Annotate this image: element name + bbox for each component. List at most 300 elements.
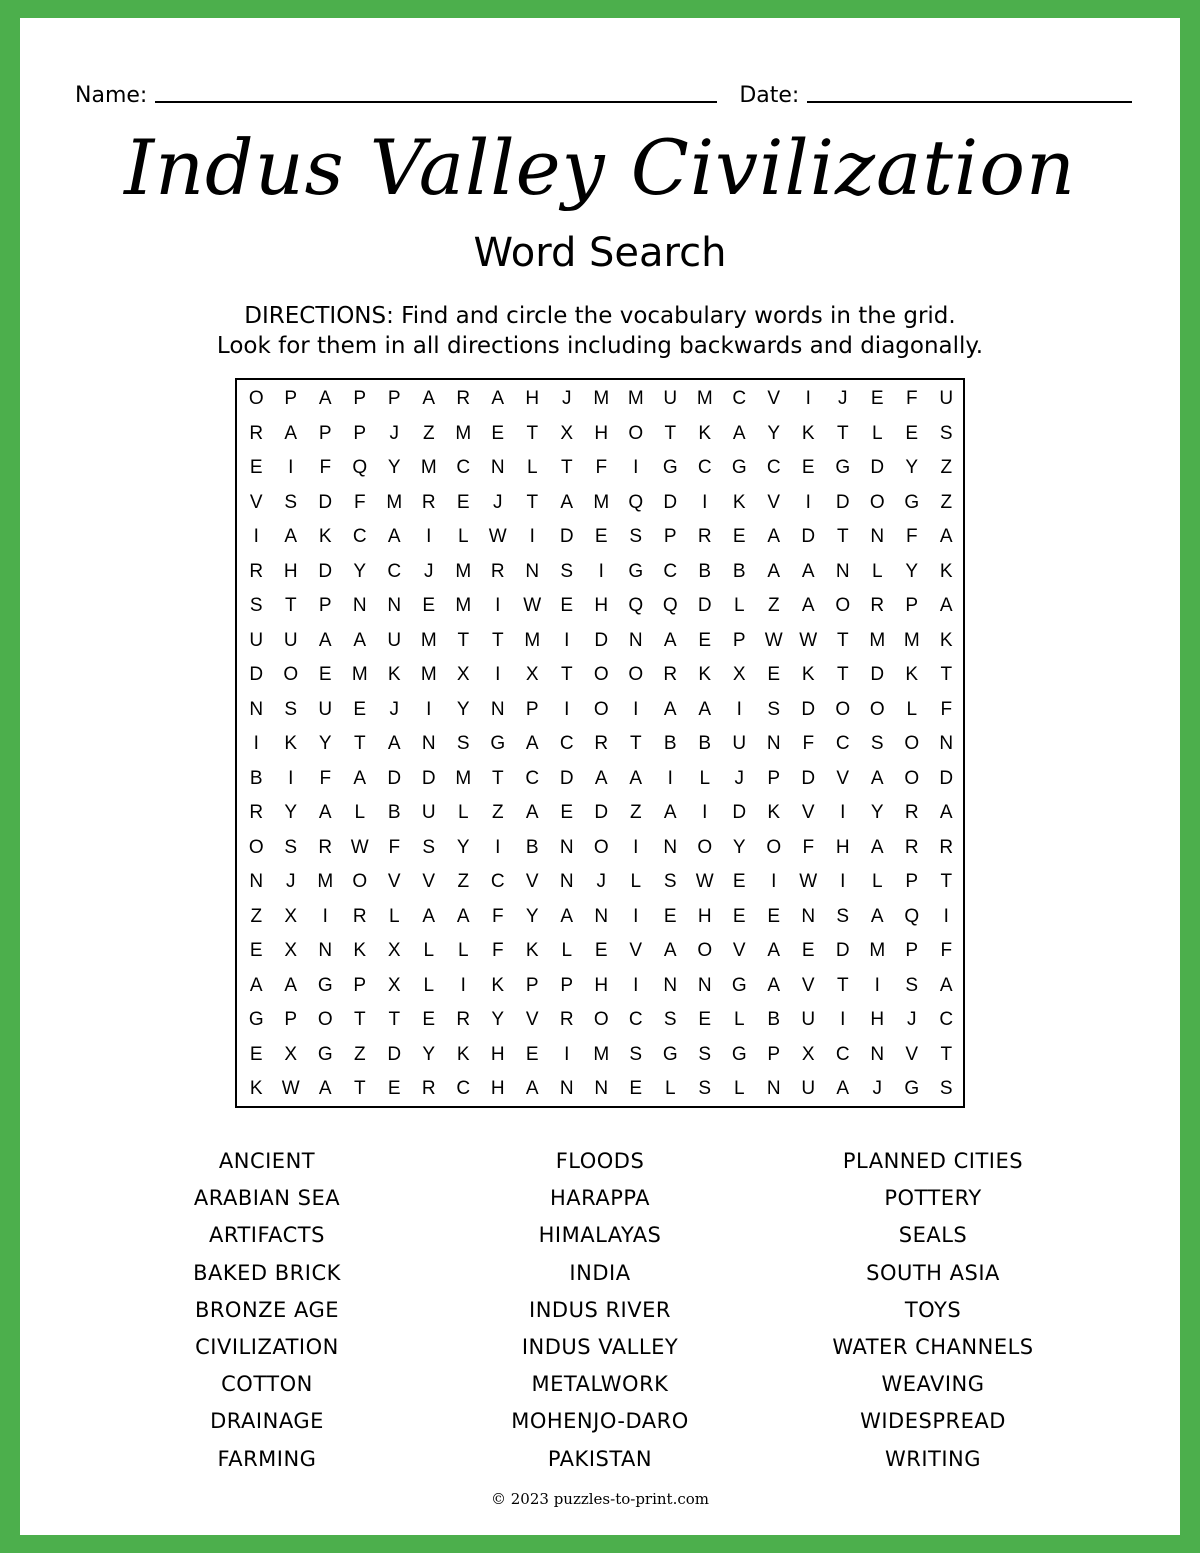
grid-letter[interactable]: Z <box>940 457 953 479</box>
grid-letter[interactable]: Z <box>457 871 470 893</box>
grid-letter[interactable]: E <box>732 905 746 927</box>
grid-letter[interactable]: R <box>249 802 264 824</box>
grid-letter[interactable]: Z <box>353 1043 366 1065</box>
grid-letter[interactable]: V <box>801 974 815 996</box>
grid-letter[interactable]: T <box>491 629 504 651</box>
grid-letter[interactable]: I <box>633 457 639 479</box>
grid-letter[interactable]: D <box>732 802 747 824</box>
grid-letter[interactable]: I <box>495 836 501 858</box>
grid-letter[interactable]: R <box>697 526 712 548</box>
grid-letter[interactable]: E <box>594 526 608 548</box>
grid-letter[interactable]: I <box>322 905 328 927</box>
grid-letter[interactable]: T <box>560 664 573 686</box>
grid-letter[interactable]: N <box>559 836 574 858</box>
grid-letter[interactable]: K <box>284 733 298 755</box>
grid-letter[interactable]: T <box>526 491 539 513</box>
grid-letter[interactable]: L <box>733 1009 745 1031</box>
grid-letter[interactable]: S <box>836 905 850 927</box>
grid-letter[interactable]: A <box>422 905 436 927</box>
grid-letter[interactable]: I <box>564 629 570 651</box>
grid-letter[interactable]: G <box>317 1043 333 1065</box>
grid-letter[interactable]: B <box>663 733 677 755</box>
grid-letter[interactable]: F <box>802 836 815 858</box>
grid-letter[interactable]: R <box>352 905 367 927</box>
grid-letter[interactable]: U <box>283 629 298 651</box>
grid-letter[interactable]: Z <box>629 802 642 824</box>
grid-letter[interactable]: U <box>318 698 333 720</box>
grid-letter[interactable]: U <box>939 388 954 410</box>
grid-letter[interactable]: A <box>525 1078 539 1100</box>
grid-letter[interactable]: P <box>767 1043 781 1065</box>
grid-letter[interactable]: F <box>491 940 504 962</box>
grid-letter[interactable]: A <box>318 629 332 651</box>
grid-letter[interactable]: D <box>939 767 954 789</box>
grid-letter[interactable]: I <box>633 974 639 996</box>
grid-letter[interactable]: L <box>733 1078 745 1100</box>
grid-letter[interactable]: X <box>387 940 401 962</box>
grid-letter[interactable]: A <box>801 560 815 582</box>
grid-letter[interactable]: M <box>420 629 437 651</box>
grid-letter[interactable]: T <box>353 1009 366 1031</box>
grid-letter[interactable]: E <box>422 595 436 617</box>
grid-letter[interactable]: N <box>421 733 436 755</box>
grid-letter[interactable]: P <box>284 1009 298 1031</box>
grid-letter[interactable]: I <box>495 595 501 617</box>
grid-letter[interactable]: D <box>594 629 609 651</box>
grid-letter[interactable]: M <box>593 388 610 410</box>
grid-letter[interactable]: J <box>389 698 399 720</box>
grid-letter[interactable]: X <box>560 422 574 444</box>
grid-letter[interactable]: E <box>801 457 815 479</box>
grid-letter[interactable]: U <box>387 629 402 651</box>
grid-letter[interactable]: D <box>663 491 678 513</box>
grid-letter[interactable]: N <box>525 560 540 582</box>
grid-letter[interactable]: N <box>594 1078 609 1100</box>
grid-letter[interactable]: H <box>283 560 298 582</box>
grid-letter[interactable]: S <box>249 595 263 617</box>
grid-letter[interactable]: G <box>731 1043 747 1065</box>
grid-letter[interactable]: O <box>697 836 713 858</box>
grid-letter[interactable]: O <box>697 940 713 962</box>
grid-letter[interactable]: W <box>799 871 818 893</box>
grid-letter[interactable]: C <box>835 1043 850 1065</box>
grid-letter[interactable]: O <box>248 388 264 410</box>
grid-letter[interactable]: K <box>801 664 815 686</box>
grid-letter[interactable]: O <box>593 1009 609 1031</box>
grid-letter[interactable]: E <box>870 388 884 410</box>
grid-letter[interactable]: M <box>455 422 472 444</box>
grid-letter[interactable]: S <box>870 733 884 755</box>
grid-letter[interactable]: I <box>564 698 570 720</box>
grid-letter[interactable]: N <box>801 905 816 927</box>
grid-letter[interactable]: T <box>836 974 849 996</box>
grid-letter[interactable]: E <box>594 940 608 962</box>
grid-letter[interactable]: T <box>940 1043 953 1065</box>
grid-letter[interactable]: E <box>629 1078 643 1100</box>
grid-letter[interactable]: B <box>732 560 746 582</box>
grid-letter[interactable]: U <box>249 629 264 651</box>
grid-letter[interactable]: K <box>905 664 919 686</box>
grid-letter[interactable]: A <box>870 836 884 858</box>
grid-letter[interactable]: O <box>869 491 885 513</box>
grid-letter[interactable]: N <box>594 905 609 927</box>
grid-letter[interactable]: N <box>559 1078 574 1100</box>
grid-letter[interactable]: A <box>353 629 367 651</box>
grid-letter[interactable]: N <box>663 836 678 858</box>
grid-letter[interactable]: W <box>764 629 783 651</box>
grid-letter[interactable]: I <box>943 905 949 927</box>
grid-letter[interactable]: H <box>490 1078 505 1100</box>
grid-letter[interactable]: K <box>801 422 815 444</box>
grid-letter[interactable]: E <box>767 664 781 686</box>
grid-letter[interactable]: I <box>633 698 639 720</box>
grid-letter[interactable]: I <box>598 560 604 582</box>
grid-letter[interactable]: W <box>695 871 714 893</box>
grid-letter[interactable]: I <box>736 698 742 720</box>
grid-letter[interactable]: P <box>905 871 919 893</box>
grid-letter[interactable]: A <box>663 629 677 651</box>
grid-letter[interactable]: R <box>456 1009 471 1031</box>
grid-letter[interactable]: E <box>387 1078 401 1100</box>
grid-letter[interactable]: F <box>940 940 953 962</box>
grid-letter[interactable]: X <box>525 664 539 686</box>
grid-letter[interactable]: D <box>559 526 574 548</box>
grid-letter[interactable]: R <box>318 836 333 858</box>
grid-letter[interactable]: O <box>283 664 299 686</box>
grid-letter[interactable]: G <box>904 1078 920 1100</box>
grid-letter[interactable]: H <box>490 1043 505 1065</box>
grid-letter[interactable]: T <box>353 1078 366 1100</box>
grid-letter[interactable]: K <box>318 526 332 548</box>
grid-letter[interactable]: B <box>387 802 401 824</box>
grid-letter[interactable]: L <box>423 974 435 996</box>
grid-letter[interactable]: V <box>525 1009 539 1031</box>
grid-letter[interactable]: P <box>732 629 746 651</box>
grid-letter[interactable]: A <box>663 940 677 962</box>
grid-letter[interactable]: H <box>525 388 540 410</box>
grid-letter[interactable]: J <box>734 767 744 789</box>
grid-letter[interactable]: O <box>628 422 644 444</box>
grid-letter[interactable]: E <box>560 802 574 824</box>
grid-letter[interactable]: Y <box>905 560 919 582</box>
grid-letter[interactable]: Y <box>767 422 781 444</box>
grid-letter[interactable]: S <box>939 1078 953 1100</box>
grid-letter[interactable]: A <box>422 388 436 410</box>
grid-letter[interactable]: N <box>249 871 264 893</box>
grid-letter[interactable]: V <box>422 871 436 893</box>
grid-letter[interactable]: V <box>905 1043 919 1065</box>
grid-letter[interactable]: A <box>870 767 884 789</box>
grid-letter[interactable]: M <box>317 871 334 893</box>
grid-letter[interactable]: J <box>286 871 296 893</box>
grid-letter[interactable]: M <box>351 664 368 686</box>
grid-letter[interactable]: M <box>524 629 541 651</box>
grid-letter[interactable]: V <box>249 491 263 513</box>
grid-letter[interactable]: F <box>905 526 918 548</box>
grid-letter[interactable]: H <box>697 905 712 927</box>
grid-letter[interactable]: A <box>836 1078 850 1100</box>
grid-letter[interactable]: T <box>836 422 849 444</box>
grid-letter[interactable]: C <box>766 457 781 479</box>
grid-letter[interactable]: A <box>318 802 332 824</box>
grid-letter[interactable]: P <box>284 388 298 410</box>
grid-letter[interactable]: T <box>836 629 849 651</box>
grid-letter[interactable]: O <box>904 767 920 789</box>
grid-letter[interactable]: N <box>352 595 367 617</box>
grid-letter[interactable]: P <box>663 526 677 548</box>
grid-letter[interactable]: D <box>835 491 850 513</box>
grid-letter[interactable]: Y <box>525 905 539 927</box>
grid-letter[interactable]: I <box>564 1043 570 1065</box>
grid-letter[interactable]: N <box>939 733 954 755</box>
grid-letter[interactable]: H <box>594 422 609 444</box>
grid-letter[interactable]: T <box>353 733 366 755</box>
grid-letter[interactable]: N <box>835 560 850 582</box>
grid-letter[interactable]: O <box>766 836 782 858</box>
grid-letter[interactable]: L <box>354 802 366 824</box>
grid-letter[interactable]: Z <box>250 905 263 927</box>
grid-letter[interactable]: A <box>629 767 643 789</box>
grid-letter[interactable]: J <box>907 1009 917 1031</box>
grid-letter[interactable]: M <box>420 457 437 479</box>
grid-letter[interactable]: F <box>802 733 815 755</box>
grid-letter[interactable]: G <box>904 491 920 513</box>
grid-letter[interactable]: C <box>456 1078 471 1100</box>
grid-letter[interactable]: C <box>628 1009 643 1031</box>
grid-letter[interactable]: R <box>663 664 678 686</box>
grid-letter[interactable]: A <box>525 802 539 824</box>
grid-letter[interactable]: X <box>732 664 746 686</box>
grid-letter[interactable]: C <box>387 560 402 582</box>
grid-letter[interactable]: S <box>939 422 953 444</box>
grid-letter[interactable]: Q <box>628 595 644 617</box>
grid-letter[interactable]: X <box>284 940 298 962</box>
grid-letter[interactable]: K <box>939 629 953 651</box>
grid-letter[interactable]: B <box>698 560 712 582</box>
grid-letter[interactable]: S <box>560 560 574 582</box>
grid-letter[interactable]: S <box>905 974 919 996</box>
grid-letter[interactable]: V <box>801 802 815 824</box>
grid-letter[interactable]: E <box>353 698 367 720</box>
grid-letter[interactable]: Z <box>422 422 435 444</box>
grid-letter[interactable]: G <box>490 733 506 755</box>
grid-letter[interactable]: P <box>525 974 539 996</box>
grid-letter[interactable]: A <box>767 974 781 996</box>
grid-letter[interactable]: A <box>767 526 781 548</box>
grid-letter[interactable]: Z <box>491 802 504 824</box>
grid-letter[interactable]: K <box>939 560 953 582</box>
grid-letter[interactable]: O <box>835 595 851 617</box>
grid-letter[interactable]: R <box>559 1009 574 1031</box>
grid-letter[interactable]: M <box>455 595 472 617</box>
grid-letter[interactable]: E <box>422 1009 436 1031</box>
grid-letter[interactable]: M <box>593 491 610 513</box>
grid-letter[interactable]: M <box>869 629 886 651</box>
grid-letter[interactable]: E <box>525 1043 539 1065</box>
grid-letter[interactable]: F <box>595 457 608 479</box>
grid-letter[interactable]: W <box>281 1078 300 1100</box>
grid-letter[interactable]: O <box>593 836 609 858</box>
grid-letter[interactable]: I <box>771 871 777 893</box>
grid-letter[interactable]: Y <box>905 457 919 479</box>
grid-letter[interactable]: P <box>560 974 574 996</box>
grid-letter[interactable]: S <box>284 836 298 858</box>
grid-letter[interactable]: I <box>840 802 846 824</box>
grid-letter[interactable]: P <box>905 595 919 617</box>
grid-letter[interactable]: D <box>801 526 816 548</box>
grid-letter[interactable]: T <box>491 767 504 789</box>
grid-letter[interactable]: S <box>284 491 298 513</box>
grid-letter[interactable]: U <box>421 802 436 824</box>
grid-letter[interactable]: E <box>249 940 263 962</box>
grid-letter[interactable]: O <box>593 698 609 720</box>
grid-letter[interactable]: L <box>871 871 883 893</box>
grid-letter[interactable]: K <box>525 940 539 962</box>
grid-letter[interactable]: G <box>662 1043 678 1065</box>
grid-letter[interactable]: A <box>284 974 298 996</box>
grid-letter[interactable]: K <box>456 1043 470 1065</box>
grid-letter[interactable]: O <box>904 733 920 755</box>
grid-letter[interactable]: Q <box>904 905 920 927</box>
grid-letter[interactable]: Y <box>456 698 470 720</box>
grid-letter[interactable]: R <box>249 422 264 444</box>
grid-letter[interactable]: T <box>284 595 297 617</box>
grid-letter[interactable]: G <box>662 457 678 479</box>
grid-letter[interactable]: I <box>633 905 639 927</box>
grid-letter[interactable]: I <box>426 526 432 548</box>
grid-letter[interactable]: E <box>249 457 263 479</box>
grid-letter[interactable]: D <box>835 940 850 962</box>
grid-letter[interactable]: I <box>460 974 466 996</box>
grid-letter[interactable]: D <box>421 767 436 789</box>
grid-letter[interactable]: I <box>805 388 811 410</box>
grid-letter[interactable]: V <box>732 940 746 962</box>
grid-letter[interactable]: B <box>249 767 263 789</box>
grid-letter[interactable]: Y <box>318 733 332 755</box>
grid-letter[interactable]: R <box>421 491 436 513</box>
grid-letter[interactable]: R <box>904 802 919 824</box>
grid-letter[interactable]: N <box>387 595 402 617</box>
grid-letter[interactable]: Y <box>732 836 746 858</box>
grid-letter[interactable]: H <box>835 836 850 858</box>
grid-letter[interactable]: A <box>318 388 332 410</box>
grid-letter[interactable]: W <box>488 526 507 548</box>
grid-letter[interactable]: S <box>284 698 298 720</box>
grid-letter[interactable]: N <box>249 698 264 720</box>
grid-letter[interactable]: E <box>732 871 746 893</box>
grid-letter[interactable]: J <box>838 388 848 410</box>
grid-letter[interactable]: X <box>284 905 298 927</box>
grid-letter[interactable]: C <box>525 767 540 789</box>
grid-letter[interactable]: U <box>663 388 678 410</box>
grid-letter[interactable]: C <box>352 526 367 548</box>
grid-letter[interactable]: K <box>767 802 781 824</box>
grid-letter[interactable]: T <box>940 664 953 686</box>
grid-letter[interactable]: F <box>388 836 401 858</box>
grid-letter[interactable]: X <box>801 1043 815 1065</box>
grid-letter[interactable]: U <box>801 1078 816 1100</box>
grid-letter[interactable]: M <box>696 388 713 410</box>
grid-letter[interactable]: I <box>253 733 259 755</box>
grid-letter[interactable]: Y <box>456 836 470 858</box>
grid-letter[interactable]: S <box>698 1043 712 1065</box>
grid-letter[interactable]: R <box>421 1078 436 1100</box>
grid-letter[interactable]: K <box>353 940 367 962</box>
grid-letter[interactable]: D <box>249 664 264 686</box>
grid-letter[interactable]: P <box>387 388 401 410</box>
grid-letter[interactable]: A <box>732 422 746 444</box>
grid-letter[interactable]: E <box>801 940 815 962</box>
grid-letter[interactable]: T <box>940 871 953 893</box>
grid-letter[interactable]: C <box>697 457 712 479</box>
grid-letter[interactable]: W <box>350 836 369 858</box>
grid-letter[interactable]: P <box>905 940 919 962</box>
grid-letter[interactable]: A <box>284 526 298 548</box>
grid-letter[interactable]: O <box>352 871 368 893</box>
grid-letter[interactable]: D <box>387 1043 402 1065</box>
grid-letter[interactable]: I <box>288 457 294 479</box>
grid-letter[interactable]: L <box>871 560 883 582</box>
grid-letter[interactable]: D <box>801 698 816 720</box>
grid-letter[interactable]: G <box>248 1009 264 1031</box>
grid-letter[interactable]: M <box>869 940 886 962</box>
grid-letter[interactable]: A <box>939 595 953 617</box>
grid-letter[interactable]: Y <box>387 457 401 479</box>
grid-letter[interactable]: A <box>663 802 677 824</box>
grid-letter[interactable]: T <box>526 422 539 444</box>
grid-letter[interactable]: W <box>799 629 818 651</box>
grid-letter[interactable]: I <box>253 526 259 548</box>
grid-letter[interactable]: E <box>698 1009 712 1031</box>
grid-letter[interactable]: N <box>870 1043 885 1065</box>
grid-letter[interactable]: R <box>870 595 885 617</box>
grid-letter[interactable]: M <box>386 491 403 513</box>
grid-letter[interactable]: V <box>836 767 850 789</box>
grid-letter[interactable]: I <box>495 664 501 686</box>
grid-letter[interactable]: A <box>249 974 263 996</box>
grid-letter[interactable]: L <box>630 871 642 893</box>
grid-letter[interactable]: R <box>939 836 954 858</box>
grid-letter[interactable]: Q <box>662 595 678 617</box>
grid-letter[interactable]: Q <box>352 457 368 479</box>
grid-letter[interactable]: D <box>870 457 885 479</box>
grid-letter[interactable]: L <box>561 940 573 962</box>
grid-letter[interactable]: W <box>523 595 542 617</box>
grid-letter[interactable]: A <box>456 905 470 927</box>
grid-letter[interactable]: J <box>493 491 503 513</box>
grid-letter[interactable]: V <box>387 871 401 893</box>
grid-letter[interactable]: N <box>766 733 781 755</box>
grid-letter[interactable]: A <box>801 595 815 617</box>
grid-letter[interactable]: J <box>872 1078 882 1100</box>
grid-letter[interactable]: J <box>596 871 606 893</box>
grid-letter[interactable]: D <box>318 491 333 513</box>
grid-letter[interactable]: A <box>767 560 781 582</box>
grid-letter[interactable]: O <box>317 1009 333 1031</box>
grid-letter[interactable]: C <box>663 560 678 582</box>
grid-letter[interactable]: L <box>423 940 435 962</box>
grid-letter[interactable]: I <box>288 767 294 789</box>
grid-letter[interactable]: C <box>732 388 747 410</box>
grid-letter[interactable]: L <box>871 422 883 444</box>
grid-letter[interactable]: A <box>767 940 781 962</box>
grid-letter[interactable]: T <box>629 733 642 755</box>
grid-letter[interactable]: B <box>525 836 539 858</box>
grid-letter[interactable]: D <box>801 767 816 789</box>
grid-letter[interactable]: V <box>767 491 781 513</box>
grid-letter[interactable]: S <box>629 526 643 548</box>
grid-letter[interactable]: S <box>456 733 470 755</box>
